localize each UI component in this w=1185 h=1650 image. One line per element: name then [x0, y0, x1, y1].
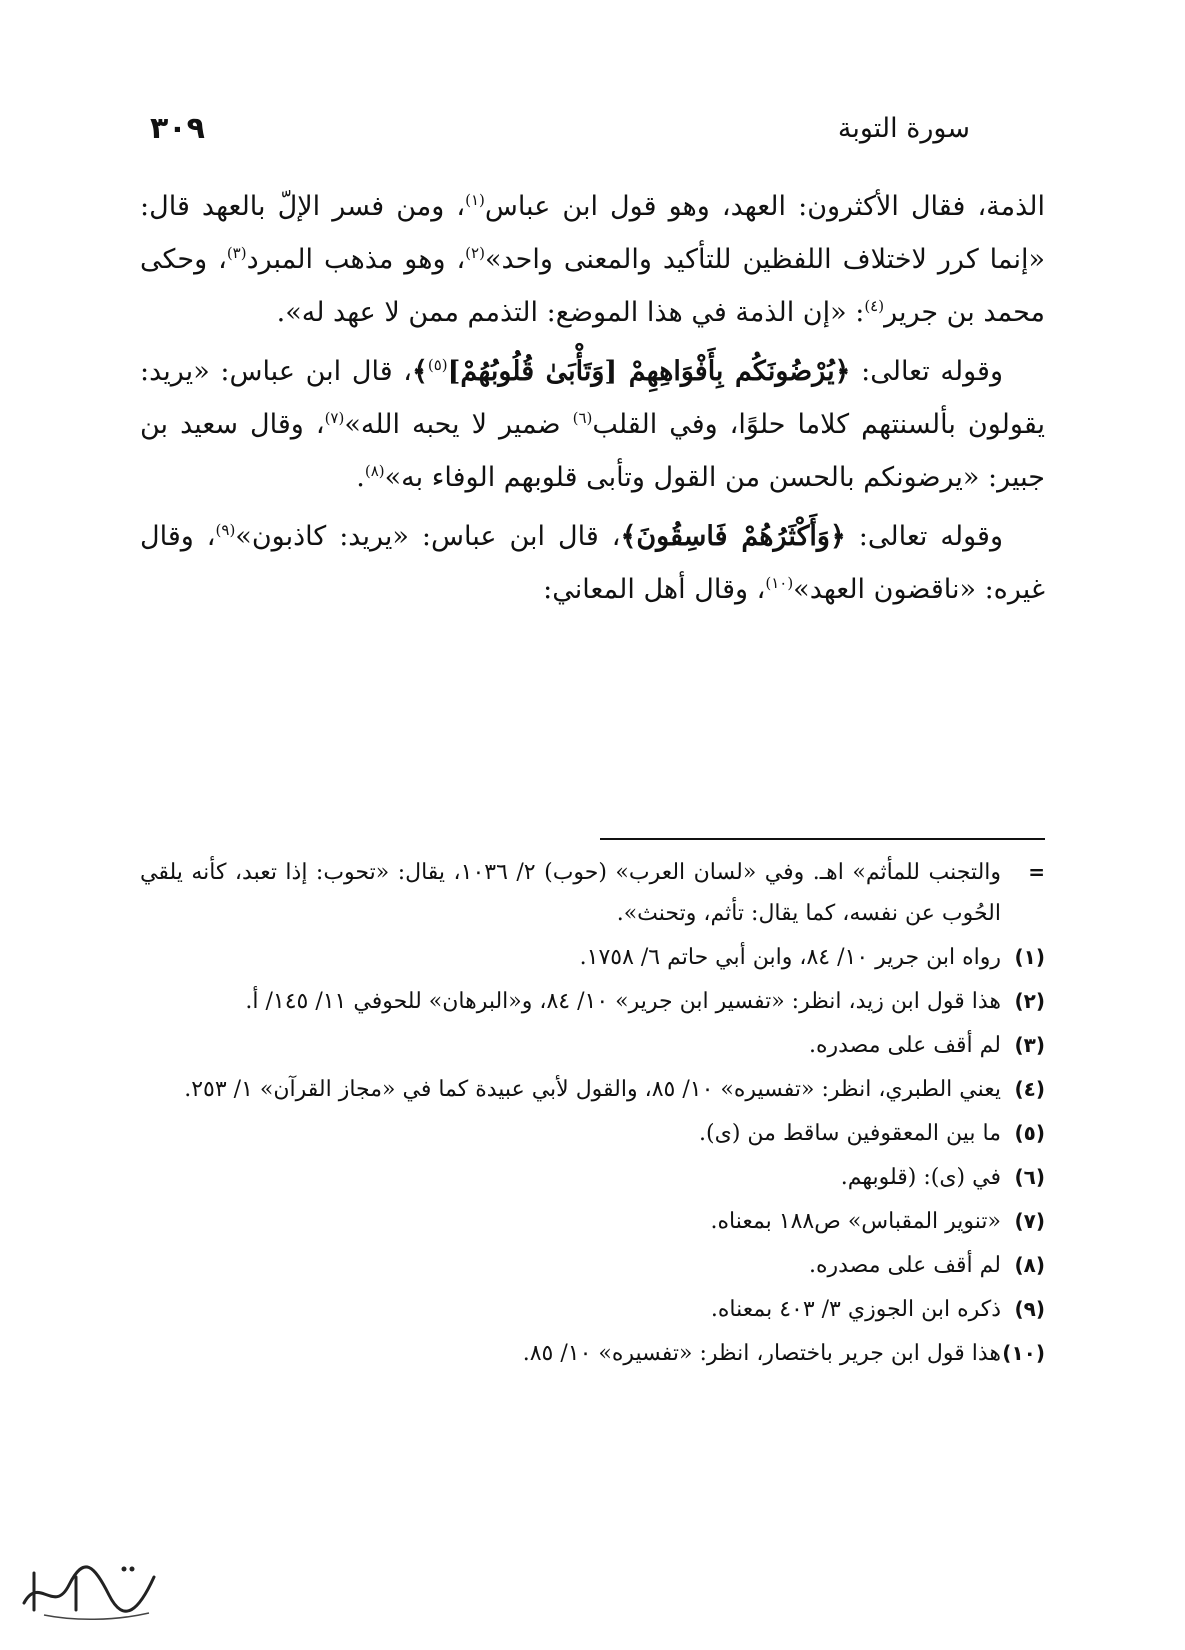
text-run: ، ومن فسر الإلّ بالعهد قال: «إنما كرر لاختلاف اللفظين للتأكيد والمعنى واحد» [140, 191, 1045, 275]
footnote-text: هذا قول ابن جرير باختصار، انظر: «تفسيره» ١٠/ ٨٥. [522, 1341, 1001, 1366]
paragraph-1 [140, 180, 1045, 339]
footnote-number: = [1028, 860, 1045, 884]
calligraphy-logo-icon [14, 1555, 164, 1625]
footnote-item [140, 852, 1045, 934]
footnotes [140, 852, 1045, 1377]
footnote-text: لم أقف على مصدره. [808, 1033, 1001, 1058]
footnote-number: (٨) [1014, 1253, 1045, 1277]
footnote-number: (٣) [1014, 1033, 1045, 1057]
footnote-item [140, 1245, 1045, 1286]
text-run: ، وهو مذهب المبرد [246, 244, 466, 275]
text-run: ، وحكى محمد بن جرير [140, 244, 1045, 328]
footnote-item [140, 981, 1045, 1022]
footnote-text: لم أقف على مصدره. [808, 1253, 1001, 1278]
footnote-item [140, 1201, 1045, 1242]
text-run: . [356, 462, 365, 493]
text-run: ، وقال أهل المعاني: [543, 574, 766, 605]
footnote-ref-1: (١) [465, 191, 485, 209]
footnote-ref-3: (٣) [226, 244, 247, 262]
footnote-divider [600, 838, 1045, 840]
footnote-ref-10: (١٠) [765, 574, 794, 592]
footnote-text: ذكره ابن الجوزي ٣/ ٤٠٣ بمعناه. [710, 1297, 1001, 1322]
footnote-item [140, 1025, 1045, 1066]
footnote-item [140, 937, 1045, 978]
footnote-number: (١) [1014, 945, 1045, 969]
footnote-text: يعني الطبري، انظر: «تفسيره» ١٠/ ٨٥، والقول لأبي عبيدة كما في «مجاز القرآن» ١/ ٢٥٣. [184, 1077, 1001, 1102]
paragraph-2 [140, 345, 1045, 504]
footnote-item [140, 1113, 1045, 1154]
footnote-text: «تنوير المقباس» ص١٨٨ بمعناه. [710, 1209, 1001, 1234]
footnote-number: (٩) [1014, 1297, 1045, 1321]
page-header [150, 108, 970, 148]
footnote-number: (١٠) [1002, 1341, 1045, 1365]
footnote-number: (٧) [1014, 1209, 1045, 1233]
footnote-item [140, 1333, 1045, 1374]
footnote-ref-5: (٥) [427, 356, 448, 374]
footnote-item [140, 1069, 1045, 1110]
text-run: الذمة، فقال الأكثرون: العهد، وهو قول ابن عباس [484, 191, 1045, 222]
text-run: ، قال ابن عباس: «يريد: يقولون بألسنتهم كلاما حلوًا، وفي القلب [140, 356, 1045, 440]
footnote-item [140, 1157, 1045, 1198]
text-run: ضمير لا يحبه الله» [344, 409, 573, 440]
footnote-number: (٥) [1014, 1121, 1045, 1145]
quran-verse: ﴿وَأَكْثَرُهُمْ فَاسِقُونَ﴾ [620, 521, 846, 552]
footnote-item [140, 1289, 1045, 1330]
footnote-number: (٤) [1014, 1077, 1045, 1101]
footnote-text: هذا قول ابن زيد، انظر: «تفسير ابن جرير» ١٠/ ٨٤، و«البرهان» للحوفي ١١/ ١٤٥/ أ. [245, 989, 1001, 1014]
text-run: وقوله تعالى: [845, 521, 1003, 552]
footnote-text: رواه ابن جرير ١٠/ ٨٤، وابن أبي حاتم ٦/ ١٧٥٨. [579, 945, 1001, 970]
footnote-text: والتجنب للمأثم» اهـ. وفي «لسان العرب» (حوب) ٢/ ١٠٣٦، يقال: «تحوب: إذا تعبد، كأنه يلقي الحُوب عن نفسه، كما يقال: تأثم، وتحنث». [140, 860, 1002, 926]
footnote-ref-4: (٤) [864, 297, 885, 315]
page-number: ٣٠٩ [150, 110, 205, 146]
text-run: : «إن الذمة في هذا الموضع: التذمم ممن لا عهد له». [276, 297, 865, 328]
text-run: ، قال ابن عباس: «يريد: كاذبون» [235, 521, 621, 552]
footnote-ref-8: (٨) [364, 462, 385, 480]
footnote-ref-2: (٢) [465, 244, 485, 262]
quran-verse: ﴿يُرْضُونَكُم بِأَفْوَاهِهِمْ [وَتَأْبَىٰ قُلُوبُهُمْ] [447, 356, 851, 387]
text-run: وقوله تعالى: [850, 356, 1004, 387]
main-text [140, 180, 1045, 622]
footnote-text: في (ى): (قلوبهم. [840, 1165, 1001, 1190]
footnote-ref-9: (٩) [215, 521, 236, 539]
footnote-ref-6: (٦) [572, 409, 593, 427]
text-run: ، وقال غيره: «ناقضون العهد» [140, 521, 1045, 605]
text-run: ، وقال سعيد بن جبير: «يرضونكم بالحسن من القول وتأبى قلوبهم الوفاء به» [140, 409, 1045, 493]
footnote-number: (٢) [1014, 989, 1045, 1013]
footnote-ref-7: (٧) [324, 409, 345, 427]
footnote-text: ما بين المعقوفين ساقط من (ى). [699, 1121, 1001, 1146]
surah-title: سورة التوبة [837, 112, 970, 144]
logo-drawing [14, 1555, 164, 1625]
quran-verse-end: ﴾ [412, 356, 428, 387]
paragraph-3 [140, 510, 1045, 616]
footnote-number: (٦) [1014, 1165, 1045, 1189]
